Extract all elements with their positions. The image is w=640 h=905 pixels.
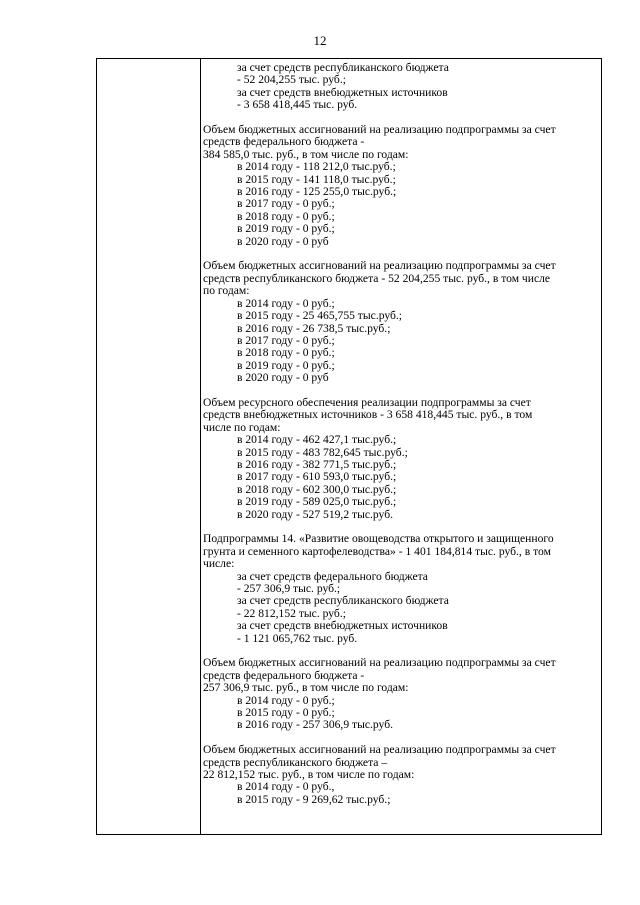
text-line: средств республиканского бюджета - 52 204,255 тыс. руб., в том числе <box>203 271 551 285</box>
subprogram-14-summary <box>203 533 595 645</box>
text-line: - 1 121 065,762 тыс. руб. <box>237 631 358 645</box>
year-row: в 2020 году - 0 руб <box>237 371 329 385</box>
year-row: в 2014 году - 462 427,1 тыс.руб.; <box>237 433 397 447</box>
column-divider <box>200 59 201 834</box>
table-cell-content <box>203 62 595 806</box>
year-row: в 2018 году - 0 руб.; <box>237 209 335 223</box>
text-line: грунта и семенного картофелеводства» - 1 401 184,814 тыс. руб., в том <box>203 544 551 558</box>
year-row: в 2016 году - 26 738,5 тыс.руб.; <box>237 321 391 335</box>
text-line: за счет средств внебюджетных источников <box>237 619 448 633</box>
year-row: в 2015 году - 25 465,755 тыс.руб.; <box>237 309 403 323</box>
year-row: в 2014 году - 118 212,0 тыс.руб.; <box>237 160 396 174</box>
year-row: в 2019 году - 589 025,0 тыс.руб.; <box>237 495 397 509</box>
text-line: - 257 306,9 тыс. руб.; <box>237 582 341 595</box>
republic-budget-sub14 <box>203 744 595 806</box>
text-line: за счет средств федерального бюджета <box>237 569 428 583</box>
year-row: в 2017 году - 610 593,0 тыс.руб.; <box>237 470 397 484</box>
year-row: в 2014 году - 0 руб.; <box>237 693 335 707</box>
text-line: Объем бюджетных ассигнований на реализацию подпрограммы за счет <box>203 656 556 670</box>
year-row: в 2015 году - 483 782,645 тыс.руб.; <box>237 445 408 459</box>
funding-table <box>96 58 602 835</box>
text-line: средств федерального бюджета - <box>203 668 365 682</box>
text-line: - 3 658 418,445 тыс. руб. <box>237 98 358 112</box>
year-row: в 2015 году - 141 118,0 тыс.руб.; <box>237 172 396 186</box>
year-row: в 2018 году - 0 руб.; <box>237 346 335 360</box>
text-line: за счет средств республиканского бюджета <box>237 61 449 74</box>
text-line: за счет средств внебюджетных источников <box>237 85 448 99</box>
text-line: Объем бюджетных ассигнований на реализацию подпрограммы за счет <box>203 259 556 273</box>
year-row: в 2015 году - 9 269,62 тыс.руб.; <box>237 792 391 806</box>
page-number: 12 <box>313 33 327 48</box>
text-line: числе по годам: <box>203 420 281 434</box>
year-row: в 2020 году - 0 руб <box>237 234 329 248</box>
text-line: 257 306,9 тыс. руб., в том числе по годам: <box>203 681 409 695</box>
year-row: в 2020 году - 527 519,2 тыс.руб. <box>237 507 393 521</box>
text-line: - 52 204,255 тыс. руб.; <box>237 73 346 87</box>
text-line: 384 585,0 тыс. руб., в том числе по годам: <box>203 147 409 161</box>
text-line: Объем ресурсного обеспечения реализации подпрограммы за счет <box>203 395 531 409</box>
year-row: в 2017 году - 0 руб.; <box>237 197 335 211</box>
year-row: в 2017 году - 0 руб.; <box>237 333 335 347</box>
year-row: в 2014 году - 0 руб., <box>237 780 335 794</box>
year-row: в 2019 году - 0 руб.; <box>237 358 335 372</box>
text-line: Подпрограммы 14. «Развитие овощеводства открытого и защищенного <box>203 532 554 546</box>
text-line: за счет средств республиканского бюджета <box>237 594 449 608</box>
text-line: 22 812,152 тыс. руб., в том числе по годам: <box>203 768 415 782</box>
text-line: числе: <box>203 557 235 571</box>
federal-budget-sub13 <box>203 124 595 248</box>
budget-continuation <box>203 62 595 112</box>
year-row: в 2015 году - 0 руб.; <box>237 706 335 720</box>
year-row: в 2018 году - 602 300,0 тыс.руб.; <box>237 482 397 496</box>
republic-budget-sub13 <box>203 260 595 384</box>
year-row: в 2019 году - 0 руб.; <box>237 222 335 236</box>
year-row: в 2016 году - 125 255,0 тыс.руб.; <box>237 185 397 199</box>
federal-budget-sub14 <box>203 657 595 731</box>
year-row: в 2014 году - 0 руб.; <box>237 296 335 310</box>
text-line: Объем бюджетных ассигнований на реализацию подпрограммы за счет <box>203 123 556 137</box>
text-line: средств республиканского бюджета – <box>203 755 388 769</box>
text-line: Объем бюджетных ассигнований на реализацию подпрограммы за счет <box>203 743 556 757</box>
text-line: - 22 812,152 тыс. руб.; <box>237 606 346 620</box>
text-line: по годам: <box>203 284 250 298</box>
text-line: средств федерального бюджета - <box>203 135 365 149</box>
year-row: в 2016 году - 257 306,9 тыс.руб. <box>237 718 393 732</box>
year-row: в 2016 году - 382 771,5 тыс.руб.; <box>237 457 397 471</box>
text-line: средств внебюджетных источников - 3 658 418,445 тыс. руб., в том <box>203 408 533 422</box>
extrabudget-sub13 <box>203 397 595 521</box>
